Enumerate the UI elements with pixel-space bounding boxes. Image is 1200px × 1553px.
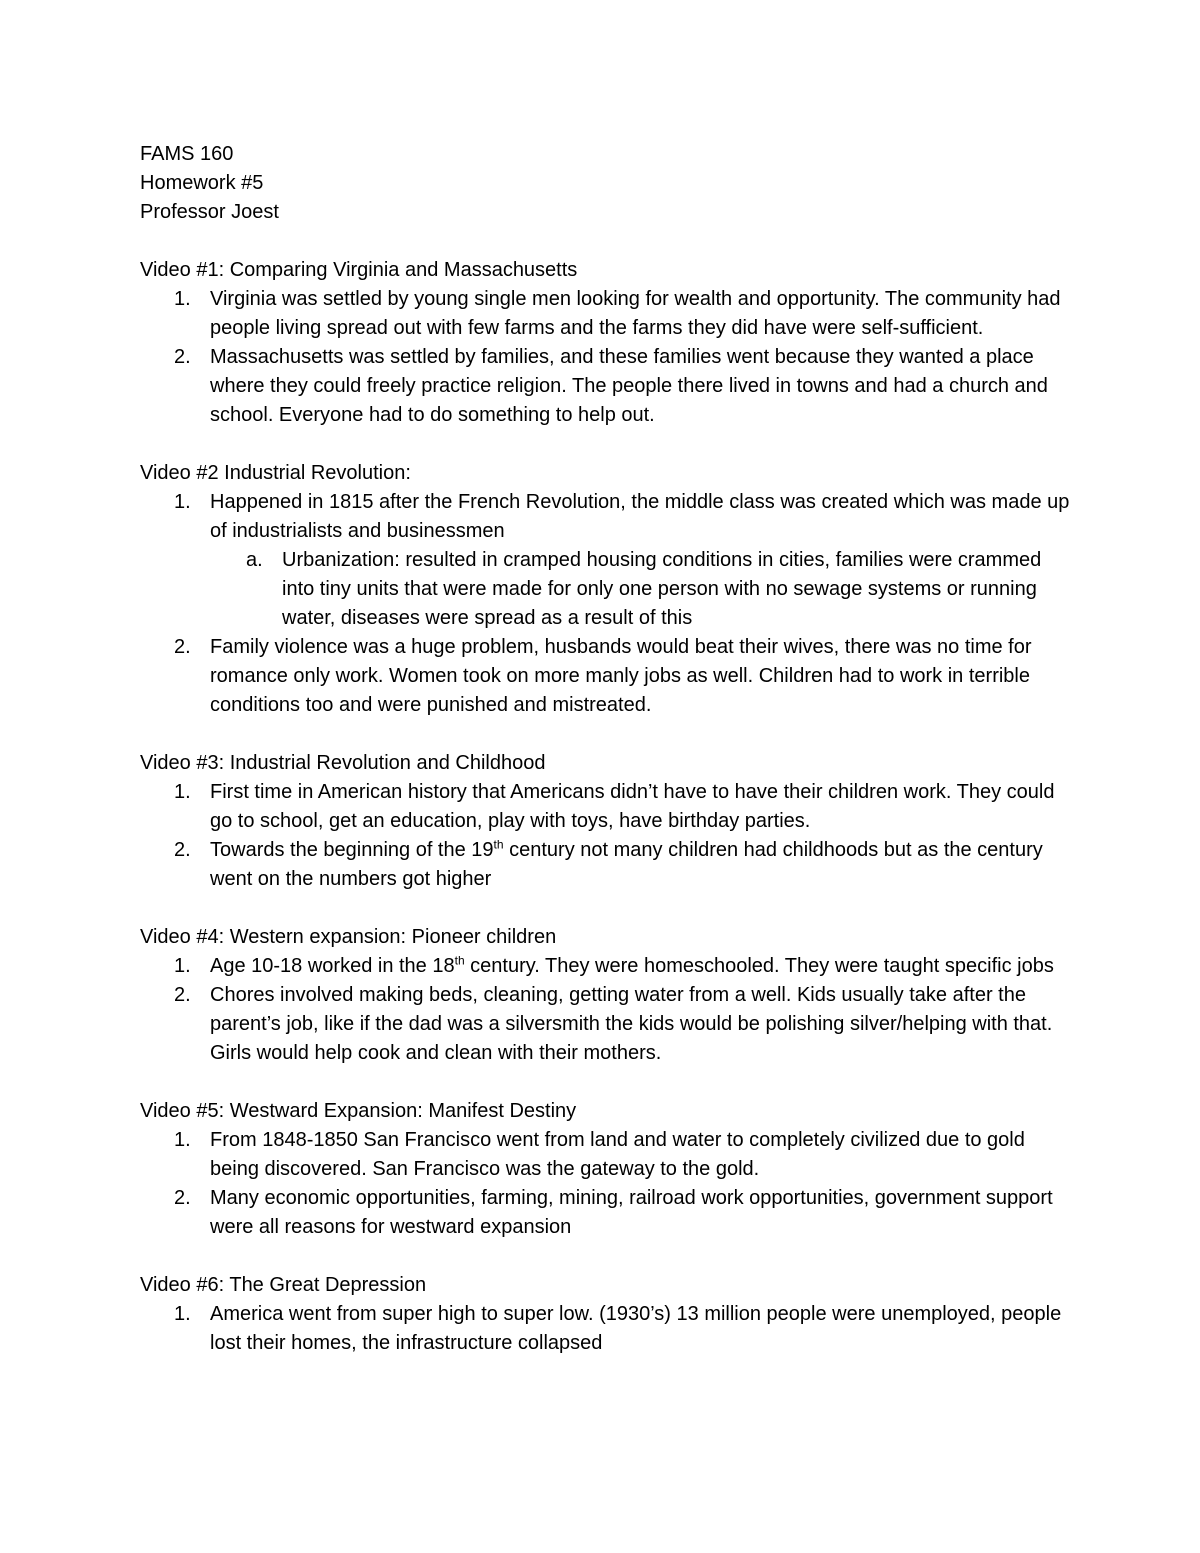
list-item	[140, 836, 1070, 894]
list-item-text: Many economic opportunities, farming, mining, railroad work opportunities, government support were all reasons for westward expansion	[210, 1187, 1053, 1238]
text-segment: century not many children had childhoods but as the century went on the numbers got higher	[210, 839, 1043, 890]
assignment-title: Homework #5	[140, 172, 264, 194]
list-item	[140, 633, 1070, 720]
list-item	[140, 285, 1070, 343]
list-number: 2.	[174, 984, 191, 1006]
list-number: 1.	[174, 1129, 191, 1151]
section-video-2	[140, 459, 1070, 720]
list-item	[140, 488, 1070, 546]
list-item	[140, 1126, 1070, 1184]
section-video-3	[140, 749, 1070, 894]
section-video-5	[140, 1097, 1070, 1242]
section-heading: Video #5: Westward Expansion: Manifest Destiny	[140, 1100, 577, 1122]
list-item-text: Massachusetts was settled by families, and these families went because they wanted a place where they could freely practice religion. The people there lived in towns and had a church and school. Everyone had to do something to help out.	[210, 346, 1048, 426]
list-item-text: First time in American history that Americans didn’t have to have their children work. They could go to school, get an education, play with toys, have birthday parties.	[210, 781, 1055, 832]
section-video-6	[140, 1271, 1070, 1358]
section-video-1	[140, 256, 1070, 430]
section-heading: Video #2 Industrial Revolution:	[140, 462, 411, 484]
sub-list-item	[140, 546, 1070, 633]
list-number: 1.	[174, 781, 191, 803]
list-item	[140, 343, 1070, 430]
professor-name: Professor Joest	[140, 201, 279, 223]
section-heading: Video #6: The Great Depression	[140, 1274, 427, 1296]
section-heading: Video #3: Industrial Revolution and Childhood	[140, 752, 546, 774]
document-page	[140, 140, 1070, 1387]
list-item-text	[210, 836, 1070, 894]
list-item-text: Happened in 1815 after the French Revolution, the middle class was created which was made up of industrialists and businessmen	[210, 491, 1070, 542]
list-item-text: From 1848-1850 San Francisco went from land and water to completely civilized due to gold being discovered. San Francisco was the gateway to the gold.	[210, 1129, 1025, 1180]
list-item-text: Family violence was a huge problem, husbands would beat their wives, there was no time for romance only work. Women took on more manly jobs as well. Children had to work in terrible conditions too and were punished and mistreated.	[210, 636, 1032, 716]
text-segment: century. They were homeschooled. They were taught specific jobs	[464, 955, 1054, 977]
superscript: th	[454, 953, 465, 968]
list-item-text	[210, 952, 1070, 981]
document-header	[140, 140, 1070, 227]
list-item	[140, 1184, 1070, 1242]
text-segment: Towards the beginning of the 19	[210, 839, 494, 861]
list-number: 1.	[174, 955, 191, 977]
list-item-text: America went from super high to super low. (1930’s) 13 million people were unemployed, people lost their homes, the infrastructure collapsed	[210, 1303, 1062, 1354]
list-letter: a.	[246, 549, 263, 571]
text-segment: Age 10-18 worked in the 18	[210, 955, 455, 977]
list-item	[140, 952, 1070, 981]
list-item	[140, 778, 1070, 836]
list-number: 2.	[174, 839, 191, 861]
superscript: th	[493, 837, 504, 852]
list-item	[140, 981, 1070, 1068]
section-video-4	[140, 923, 1070, 1068]
section-heading: Video #4: Western expansion: Pioneer children	[140, 926, 557, 948]
list-number: 2.	[174, 1187, 191, 1209]
list-item-text: Virginia was settled by young single men looking for wealth and opportunity. The community had people living spread out with few farms and the farms they did have were self-sufficient.	[210, 288, 1061, 339]
list-item-text: Urbanization: resulted in cramped housing conditions in cities, families were crammed into tiny units that were made for only one person with no sewage systems or running water, diseases were spread as a result of this	[282, 549, 1042, 629]
list-number: 2.	[174, 346, 191, 368]
list-item-text: Chores involved making beds, cleaning, getting water from a well. Kids usually take after the parent’s job, like if the dad was a silversmith the kids would be polishing silver/helping with that. Girls would help cook and clean with their mothers.	[210, 984, 1053, 1064]
list-item	[140, 1300, 1070, 1358]
list-number: 2.	[174, 636, 191, 658]
list-number: 1.	[174, 491, 191, 513]
section-heading: Video #1: Comparing Virginia and Massachusetts	[140, 259, 578, 281]
course-title: FAMS 160	[140, 143, 234, 165]
list-number: 1.	[174, 288, 191, 310]
list-number: 1.	[174, 1303, 191, 1325]
